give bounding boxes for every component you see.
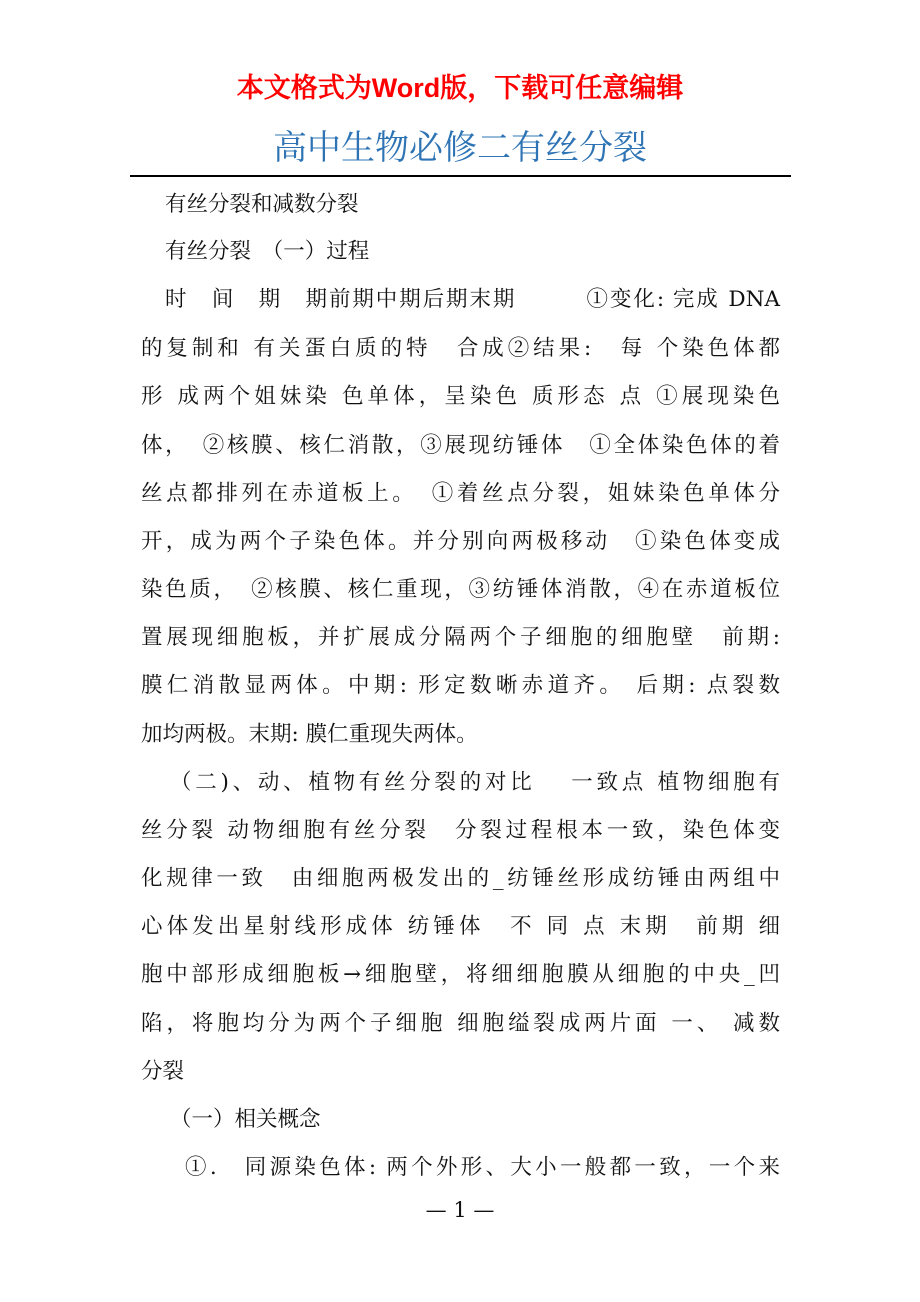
paragraph-line: 丝点都排列在赤道板上。 ①着丝点分裂，姐妹染色单体分 <box>141 481 780 506</box>
paragraph-line: 胞中部形成细胞板→细胞壁，将细细胞膜从细胞的中央_凹 <box>141 962 780 987</box>
paragraph-line: ①. 同源染色体: 两个外形、大小一般都一致，一个来 <box>185 1155 780 1180</box>
paragraph-line: 陷，将胞均分为两个子细胞 细胞缢裂成两片面 一、 减数 <box>141 1011 780 1036</box>
paragraph-line: （二)、动、植物有丝分裂的对比 一致点 植物细胞有 <box>170 770 780 795</box>
header-divider <box>130 175 791 177</box>
page-number: — 1 — <box>425 1198 495 1222</box>
word-format-banner: 本文格式为Word版，下载可任意编辑 <box>236 73 684 103</box>
paragraph-line: 膜仁消散显两体。中期: 形定数晰赤道齐。 后期: 点裂数 <box>141 673 780 698</box>
paragraph-line: 丝分裂 动物细胞有丝分裂 分裂过程根本一致，染色体变 <box>141 818 780 843</box>
document-title: 高中生物必修二有丝分裂 <box>273 129 647 167</box>
paragraph-line: 加均两极。末期: 膜仁重现失两体。 <box>141 722 478 747</box>
paragraph-line: 有丝分裂 （一）过程 <box>165 239 370 264</box>
paragraph-line: 心体发出星射线形成体 纺锤体 不 同 点 末期 前期 细 <box>141 914 780 939</box>
paragraph-line: 的复制和 有关蛋白质的特 合成②结果: 每 个染色体都 <box>141 336 780 361</box>
paragraph-line: 时 间 期 期前期中期后期末期 ①变化: 完成 DNA <box>165 287 780 312</box>
section-heading: （一）相关概念 <box>170 1107 321 1132</box>
paragraph-line: 形 成两个姐妹染 色单体，呈染色 质形态 点 ①展现染色 <box>141 384 780 409</box>
paragraph-line: 置展现细胞板，并扩展成分隔两个子细胞的细胞壁 前期: <box>141 625 780 650</box>
paragraph-line: 开，成为两个子染色体。并分别向两极移动 ①染色体变成 <box>141 529 780 554</box>
paragraph-line: 化规律一致 由细胞两极发出的_纺锤丝形成纺锤由两组中 <box>141 866 780 891</box>
paragraph-line: 体， ②核膜、核仁消散，③展现纺锤体 ①全体染色体的着 <box>141 433 780 458</box>
paragraph-line: 有丝分裂和减数分裂 <box>165 192 359 217</box>
paragraph-line: 分裂 <box>141 1059 185 1084</box>
paragraph-line: 染色质， ②核膜、核仁重现，③纺锤体消散，④在赤道板位 <box>141 577 780 602</box>
